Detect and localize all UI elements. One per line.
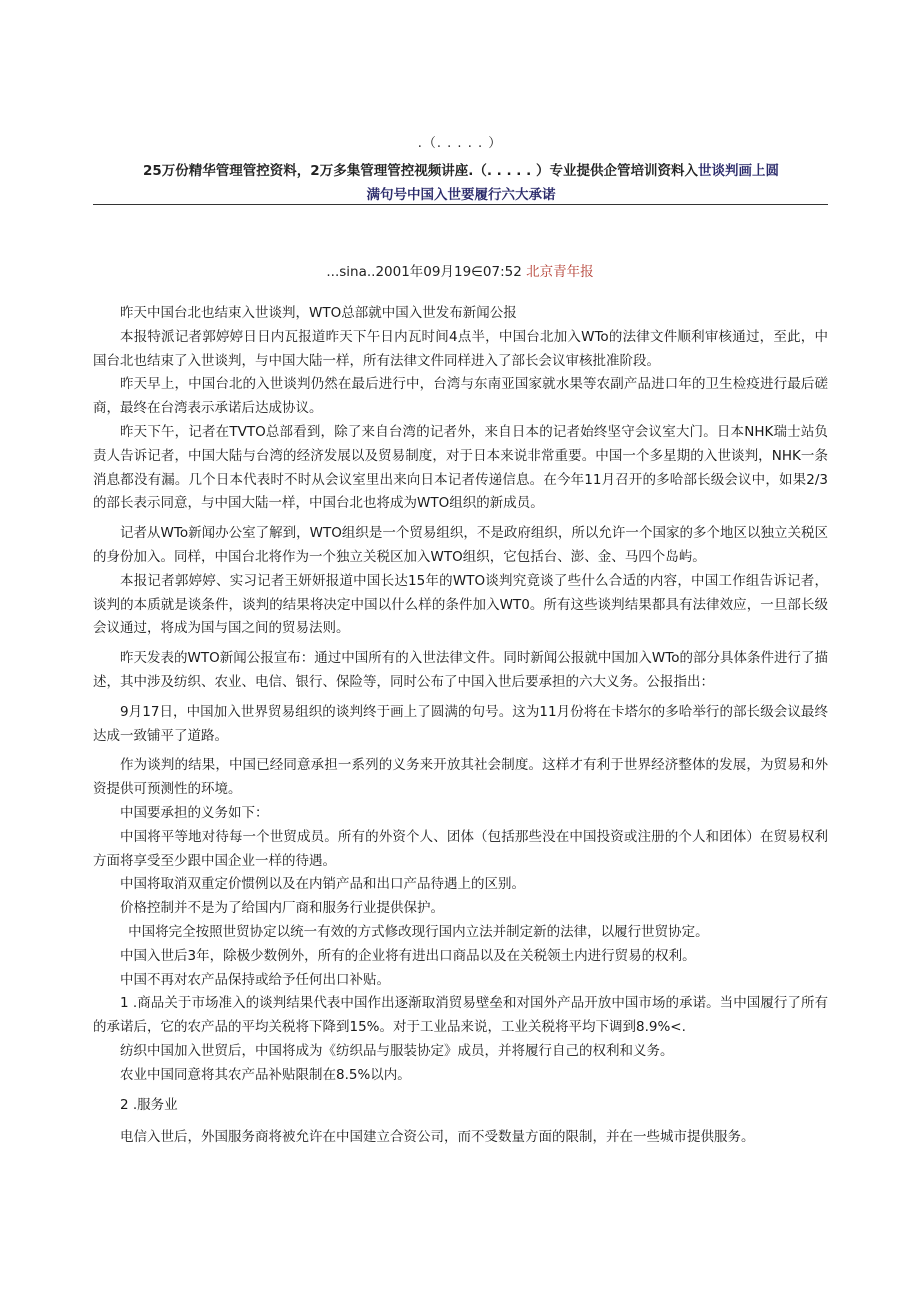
paragraph: 中国入世后3年，除极少数例外，所有的企业将有进出口商品以及在关税领土内进行贸易的权利。	[120, 947, 696, 964]
byline	[0, 260, 920, 280]
header-title-prefix: 25万份精华管理管控资料，2万多集管理管控视频讲座.（. . . . . ）专业提供企管培训资料入	[143, 163, 698, 179]
byline-date: ...sina..2001年09月19∈07:52	[326, 264, 527, 280]
section-heading: 2 .服务业	[120, 1096, 178, 1113]
paragraph: 中国将完全按照世贸协定以统一有效的方式修改现行国内立法并制定新的法律，以履行世贸协定。	[128, 923, 709, 940]
paragraph: 昨天中国台北也结束入世谈判，WTO总部就中国入世发布新闻公报	[120, 305, 517, 321]
numbered-section: 1 .商品关于市场准入的谈判结果代表中国作出逐渐取消贸易壁垒和对国外产品开放中国市场的承诺。当中国履行了所有的承诺后，它的农产品的平均关税将下降到15%。对于工业品来说，工业关税将平均下调到8.9%<.	[93, 995, 828, 1036]
paragraph: 记者从WTo新闻办公室了解到，WTO组织是一个贸易组织，不是政府组织，所以允许一个国家的多个地区以独立关税区的身份加入。同样，中国台北将作为一个独立关税区加入WTO组织，它包括台、澎、金、马四个岛屿。	[93, 525, 828, 565]
paragraph: 中国要承担的义务如下：	[120, 804, 269, 821]
paragraph: 农业中国同意将其农产品补贴限制在8.5%以内。	[120, 1066, 411, 1083]
header-title-line-2: 满句号中国入世要履行六大承诺	[366, 187, 556, 203]
paragraph: 昨天下午，记者在TVTO总部看到，除了来自台湾的记者外，来自日本的记者始终坚守会议室大门。日本NHK瑞士站负责人告诉记者，中国大陆与台湾的经济发展以及贸易制度，对于日本来说非常重要。中国一个多星期的入世谈判，NHK一条消息都没有漏。几个日本代表时不时从会议室里出来向日本记者传递信息。在今年11月召开的多哈部长级会议中，如果2/3的部长表示同意，与中国大陆一样，中国台北也将成为WTO组织的新成员。	[93, 423, 828, 512]
paragraph: 纺织中国加入世贸后，中国将成为《纺织品与服装协定》成员，并将履行自己的权利和义务。	[120, 1042, 674, 1059]
header-divider	[93, 204, 828, 205]
paragraph: 作为谈判的结果，中国已经同意承担一系列的义务来开放其社会制度。这样才有利于世界经济整体的发展，为贸易和外资提供可预测性的环境。	[93, 757, 828, 798]
paragraph: 中国不再对农产品保持或给予任何出口补贴。	[120, 971, 390, 988]
header-title-highlight: 世谈判画上圆	[697, 163, 779, 179]
paragraph: 9月17日，中国加入世界贸易组织的谈判终于画上了圆满的句号。这为11月份将在卡塔尔的多哈举行的部长级会议最终达成一致铺平了道路。	[93, 703, 828, 744]
paragraph: 中国将平等地对待每一个世贸成员。所有的外资个人、团体（包括那些没在中国投资或注册的个人和团体）在贸易权利方面将享受至少跟中国企业一样的待遇。	[93, 828, 828, 869]
paragraph: 中国将取消双重定价惯例以及在内销产品和出口产品待遇上的区别。	[120, 876, 525, 893]
article-body	[93, 302, 828, 1150]
byline-source-link[interactable]: 北京青年报	[526, 264, 594, 280]
paragraph: 电信入世后，外国服务商将被允许在中国建立合资公司，而不受数量方面的限制，并在一些城市提供服务。	[120, 1129, 755, 1146]
paragraph: 价格控制并不是为了给国内厂商和服务行业提供保护。	[120, 900, 444, 917]
paragraph: 昨天早上，中国台北的入世谈判仍然在最后进行中，台湾与东南亚国家就水果等农副产品进口年的卫生检疫进行最后磋商，最终在台湾表示承诺后达成协议。	[93, 376, 828, 417]
paragraph: 本报记者郭婷婷、实习记者王妍妍报道中国长达15年的WTO谈判究竟谈了些什么合适的内容，中国工作组告诉记者，谈判的本质就是谈条件，谈判的结果将决定中国以什么样的条件加入WT0。所有这些谈判结果都具有法律效应，一旦部长级会议通过，将成为国与国之间的贸易法则。	[93, 572, 828, 637]
header-title-line-1	[95, 159, 827, 179]
paragraph: 昨天发表的WTO新闻公报宣布：通过中国所有的入世法律文件。同时新闻公报就中国加入WTo的部分具体条件进行了描述，其中涉及纺织、农业、电信、银行、保险等，同时公布了中国入世后要承担的六大义务。公报指出：	[93, 650, 828, 690]
paragraph: 本报特派记者郭婷婷日日内瓦报道昨天下午日内瓦时间4点半，中国台北加入WTo的法律文件顺利审核通过，至此，中国台北也结束了入世谈判，与中国大陆一样，所有法律文件同样进入了部长会议审核批准阶段。	[93, 328, 828, 369]
header-marker: .（. . . . . ）	[417, 136, 503, 151]
